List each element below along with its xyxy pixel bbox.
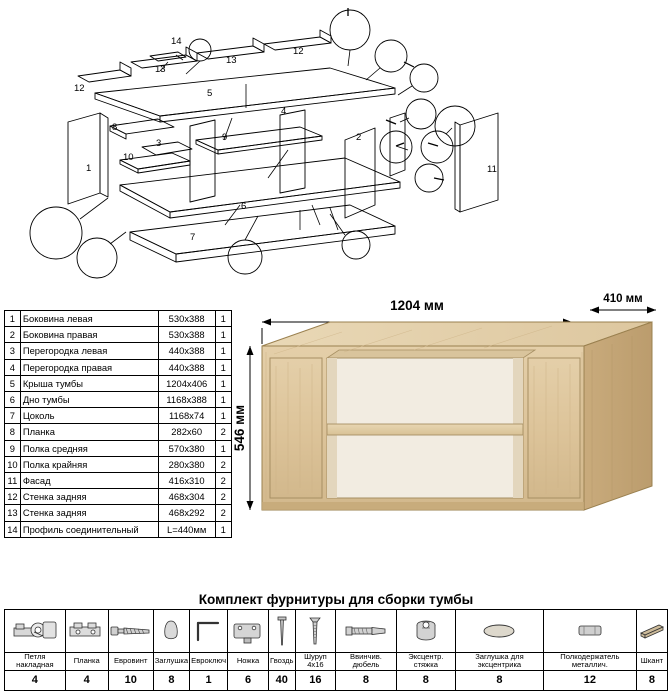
hinge-overlay-icon — [12, 614, 58, 648]
depth-dimension-label: 410 мм — [603, 293, 643, 305]
dimensioned-product-view — [232, 288, 672, 548]
screw-4x16-icon — [307, 614, 323, 648]
table-row — [5, 521, 232, 537]
table-row — [5, 359, 232, 375]
dowel-screw-icon — [344, 621, 388, 641]
svg-text:9: 9 — [222, 132, 228, 143]
part-number: 14 — [5, 521, 21, 537]
svg-text:7: 7 — [190, 232, 196, 243]
part-name: Полка средняя — [20, 440, 158, 456]
part-size: 1168х74 — [158, 408, 215, 424]
part-number: 13 — [5, 505, 21, 521]
part-qty: 1 — [215, 375, 231, 391]
kit-names-row — [5, 653, 668, 671]
kit-cell-eurokey — [190, 610, 228, 653]
svg-text:11: 11 — [487, 164, 497, 175]
table-row — [5, 311, 232, 327]
part-number: 9 — [5, 440, 21, 456]
euro-screw-icon — [109, 619, 153, 643]
part-qty: 1 — [215, 408, 231, 424]
part-size: 1168х388 — [158, 392, 215, 408]
kit-cell-shelf-support — [543, 610, 636, 653]
table-row — [5, 375, 232, 391]
part-number: 10 — [5, 456, 21, 472]
part-qty: 2 — [215, 424, 231, 440]
part-qty: 1 — [215, 359, 231, 375]
part-name: Планка — [20, 424, 158, 440]
kit-item-name: Планка — [65, 653, 108, 671]
table-row — [5, 505, 232, 521]
part-qty: 1 — [215, 392, 231, 408]
kit-icons-row — [5, 610, 668, 653]
kit-item-name: Полкодержатель металлич. — [543, 653, 636, 671]
part-qty: 2 — [215, 473, 231, 489]
cap-cover-icon — [158, 618, 184, 644]
kit-item-count: 8 — [456, 670, 544, 690]
nail-icon — [274, 614, 290, 648]
fittings-kit-title: Комплект фурнитуры для сборки тумбы — [198, 592, 474, 607]
kit-item-count: 4 — [65, 670, 108, 690]
furniture-leg-icon — [228, 616, 268, 646]
kit-item-count: 8 — [153, 670, 189, 690]
part-number: 2 — [5, 327, 21, 343]
kit-item-name: Заглушка для эксцентрика — [456, 653, 544, 671]
kit-item-name: Заглушка — [153, 653, 189, 671]
kit-item-name: Евроключ — [190, 653, 228, 671]
svg-text:12: 12 — [74, 83, 85, 94]
part-size: 440х388 — [158, 343, 215, 359]
svg-text:12: 12 — [293, 46, 304, 57]
kit-cell-eccentric-cap — [456, 610, 544, 653]
width-dimension-label: 1204 мм — [390, 298, 444, 313]
parts-list-body — [5, 311, 232, 538]
kit-item-name: Ввинчив. дюбель — [336, 653, 396, 671]
kit-item-count: 8 — [636, 670, 667, 690]
part-qty: 1 — [215, 311, 231, 327]
part-name: Перегородка правая — [20, 359, 158, 375]
kit-cell-plate — [65, 610, 108, 653]
svg-text:13: 13 — [155, 64, 166, 75]
part-number: 5 — [5, 375, 21, 391]
table-row — [5, 343, 232, 359]
kit-cell-nail — [269, 610, 295, 653]
kit-item-count: 8 — [396, 670, 456, 690]
part-qty: 1 — [215, 440, 231, 456]
table-row — [5, 440, 232, 456]
part-name: Боковина правая — [20, 327, 158, 343]
svg-text:4: 4 — [281, 106, 287, 117]
part-number: 3 — [5, 343, 21, 359]
svg-text:5: 5 — [207, 88, 213, 99]
part-name: Фасад — [20, 473, 158, 489]
kit-cell-dowel — [636, 610, 667, 653]
kit-cell-screw — [295, 610, 336, 653]
table-row — [5, 392, 232, 408]
svg-text:3: 3 — [156, 138, 162, 149]
svg-text:8: 8 — [112, 122, 118, 133]
part-name: Перегородка левая — [20, 343, 158, 359]
shelf-support-icon — [573, 620, 607, 642]
part-number: 7 — [5, 408, 21, 424]
kit-cell-euroscrew — [108, 610, 153, 653]
kit-cell-hinge — [5, 610, 66, 653]
kit-item-name: Ножка — [228, 653, 269, 671]
kit-cell-cap — [153, 610, 189, 653]
part-name: Боковина левая — [20, 311, 158, 327]
kit-item-name: Петля накладная — [5, 653, 66, 671]
kit-item-count: 16 — [295, 670, 336, 690]
euro-key-icon — [192, 616, 226, 646]
svg-text:10: 10 — [123, 152, 134, 163]
part-size: 468х292 — [158, 505, 215, 521]
mounting-plate-icon — [66, 615, 108, 647]
kit-item-count: 1 — [190, 670, 228, 690]
kit-item-count: 4 — [5, 670, 66, 690]
part-qty: 1 — [215, 343, 231, 359]
part-qty: 1 — [215, 327, 231, 343]
height-dimension-label: 546 мм — [232, 404, 247, 452]
part-size: 468х304 — [158, 489, 215, 505]
kit-item-name: Гвоздь — [269, 653, 295, 671]
part-size: 416х310 — [158, 473, 215, 489]
kit-item-name: Эксцентр. стяжка — [396, 653, 456, 671]
table-row — [5, 473, 232, 489]
kit-counts-row — [5, 670, 668, 690]
kit-item-name: Шкант — [636, 653, 667, 671]
part-name: Стенка задняя — [20, 489, 158, 505]
part-name: Цоколь — [20, 408, 158, 424]
kit-item-count: 8 — [336, 670, 396, 690]
svg-text:14: 14 — [171, 36, 182, 47]
part-size: 530х388 — [158, 311, 215, 327]
svg-text:6: 6 — [241, 201, 247, 212]
part-number: 8 — [5, 424, 21, 440]
part-name: Полка крайняя — [20, 456, 158, 472]
part-name: Стенка задняя — [20, 505, 158, 521]
part-name: Дно тумбы — [20, 392, 158, 408]
part-size: 280х380 — [158, 456, 215, 472]
part-qty: 2 — [215, 505, 231, 521]
part-name: Профиль соединительный — [20, 521, 158, 537]
wooden-dowel-icon — [637, 619, 667, 643]
part-size: 530х388 — [158, 327, 215, 343]
kit-item-name: Евровинт — [108, 653, 153, 671]
eccentric-cap-icon — [480, 622, 518, 640]
svg-text:2: 2 — [356, 132, 362, 143]
part-size: 1204х406 — [158, 375, 215, 391]
part-name: Крыша тумбы — [20, 375, 158, 391]
kit-item-count: 10 — [108, 670, 153, 690]
table-row — [5, 408, 232, 424]
part-qty: 1 — [215, 521, 231, 537]
part-number: 11 — [5, 473, 21, 489]
eccentric-tie-icon — [412, 616, 440, 646]
kit-cell-dowel-screw — [336, 610, 396, 653]
part-number: 1 — [5, 311, 21, 327]
svg-text:13: 13 — [226, 55, 237, 66]
part-qty: 2 — [215, 456, 231, 472]
part-size: 570х380 — [158, 440, 215, 456]
part-number: 12 — [5, 489, 21, 505]
part-size: 440х388 — [158, 359, 215, 375]
exploded-view-diagram — [0, 0, 672, 285]
table-row — [5, 424, 232, 440]
fittings-kit-table — [4, 609, 668, 691]
kit-cell-leg — [228, 610, 269, 653]
parts-list-table — [4, 310, 232, 538]
kit-item-count: 6 — [228, 670, 269, 690]
svg-text:1: 1 — [86, 163, 92, 174]
table-row — [5, 327, 232, 343]
kit-item-name: Шуруп 4х16 — [295, 653, 336, 671]
part-qty: 2 — [215, 489, 231, 505]
table-row — [5, 489, 232, 505]
part-number: 4 — [5, 359, 21, 375]
part-size: 282х60 — [158, 424, 215, 440]
part-number: 6 — [5, 392, 21, 408]
kit-item-count: 12 — [543, 670, 636, 690]
kit-item-count: 40 — [269, 670, 295, 690]
part-size: L=440мм — [158, 521, 215, 537]
table-row — [5, 456, 232, 472]
kit-cell-eccentric — [396, 610, 456, 653]
